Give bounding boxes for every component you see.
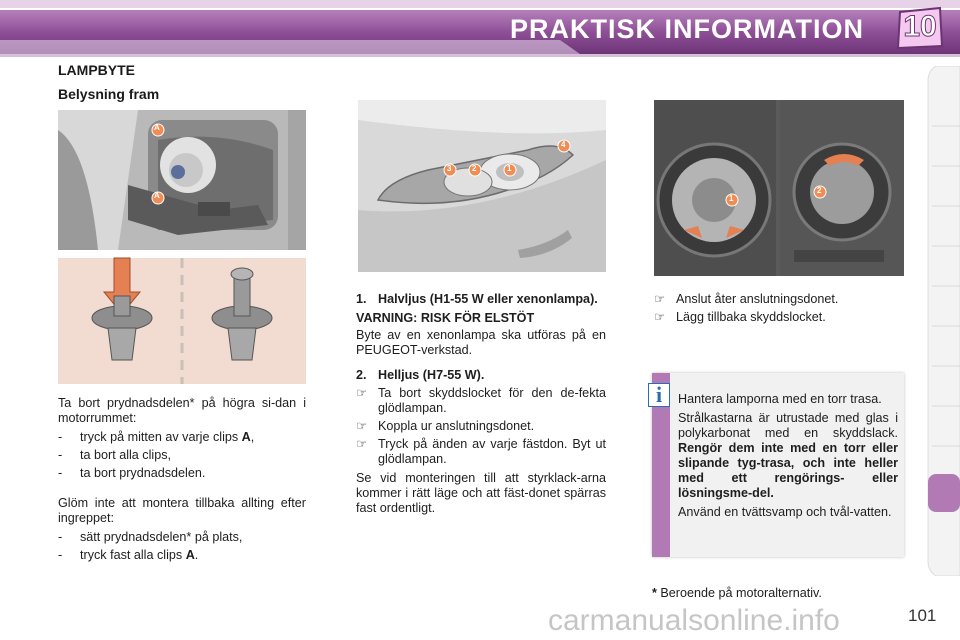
list-bold: A: [185, 548, 195, 562]
chapter-tabs-graphic: [926, 66, 960, 576]
pointer-icon: ☞: [356, 386, 368, 400]
engine-bay-drawing: [58, 110, 306, 250]
page-header: [0, 0, 960, 58]
label-a-bottom: A: [154, 191, 160, 200]
clips-drawing: [58, 252, 306, 384]
footnote-star: *: [652, 586, 657, 600]
list-item: [58, 548, 306, 563]
pointer-icon: ☞: [654, 292, 666, 306]
step-text: Tryck på änden av varje fästdon. Byt ut glödlampan.: [378, 437, 606, 466]
list-item: [58, 430, 306, 445]
info-p2-bold: Rengör dem inte med en torr eller slipande tyg-trasa, och inte heller med ett rengörings- eller lösningsme-del.: [678, 441, 898, 500]
step-item: [356, 419, 606, 434]
list-item: [58, 466, 306, 481]
right-steps: [654, 292, 906, 325]
list-bold: A: [241, 430, 251, 444]
list-text: ta bort alla clips,: [80, 448, 171, 462]
clips-illustration: [58, 252, 306, 384]
warning-text: Byte av en xenonlampa ska utföras på en PEUGEOT-verkstad.: [356, 328, 606, 357]
label-1: 1: [507, 164, 512, 173]
info-icon-glyph: i: [655, 382, 663, 407]
label-4: 4: [561, 140, 566, 149]
headlight-illustration: [358, 100, 606, 272]
list-item: [58, 448, 306, 463]
list-end: .: [194, 548, 199, 562]
chapter-number: 10: [903, 10, 937, 43]
bulb-illustration: [654, 100, 904, 276]
chapter-tabs: [926, 66, 960, 576]
label-2: 2: [472, 164, 477, 173]
item-title: Helljus (H7-55 W).: [378, 368, 485, 382]
list-text: tryck fast alla clips: [80, 548, 186, 562]
footnote-text: Beroende på motoralternativ.: [660, 586, 822, 600]
list-marker: -: [58, 548, 63, 562]
label-1: 1: [729, 194, 734, 203]
watermark: carmanualsonline.info: [548, 604, 840, 637]
list-text: sätt prydnadsdelen* på plats,: [80, 530, 243, 544]
section-subheading: Belysning fram: [58, 86, 160, 102]
engine-bay-illustration: [58, 110, 306, 250]
middle-text-block: [356, 292, 606, 520]
list-end: ,: [250, 430, 255, 444]
step-item: [654, 292, 906, 307]
step-item: [654, 310, 906, 325]
list-marker: -: [58, 466, 63, 480]
page-number: 101: [908, 606, 937, 625]
list-item: [58, 530, 306, 545]
left-outro: Glöm inte att montera tillbaka allting efter ingreppet:: [58, 496, 306, 525]
info-text-block: [678, 392, 898, 524]
warning-title: VARNING: RISK FÖR ELSTÖT: [356, 311, 535, 325]
step-text: Lägg tillbaka skyddslocket.: [676, 310, 826, 324]
bulb-drawing: [654, 100, 904, 276]
label-3: 3: [447, 164, 452, 173]
step-text: Ta bort skyddslocket för den de-fekta glödlampan.: [378, 386, 606, 415]
left-text-block: [58, 396, 306, 563]
info-icon: [648, 383, 670, 407]
list-text: tryck på mitten av varje clips: [80, 430, 242, 444]
closing-text: Se vid monteringen till att styrklack-arna kommer i rätt läge och att fäst-donet spärras fast ordentligt.: [356, 471, 606, 515]
section-heading: LAMPBYTE: [58, 62, 135, 78]
list-marker: -: [58, 448, 63, 462]
list-text: ta bort prydnadsdelen.: [80, 466, 206, 480]
list-marker: -: [58, 430, 63, 444]
list-marker: -: [58, 530, 63, 544]
label-2: 2: [817, 186, 822, 195]
step-item: [356, 437, 606, 467]
info-p3: Använd en tvättsvamp och tvål-vatten.: [678, 505, 892, 519]
step-item: [356, 386, 606, 416]
step-text: Anslut åter anslutningsdonet.: [676, 292, 839, 306]
pointer-icon: ☞: [356, 437, 368, 451]
step-text: Koppla ur anslutningsdonet.: [378, 419, 535, 433]
left-intro: Ta bort prydnadsdelen* på högra si-dan i motorrummet:: [58, 396, 306, 425]
page-title: PRAKTISK INFORMATION: [510, 14, 864, 44]
item-title: Halvljus (H1-55 W eller xenonlampa).: [378, 292, 598, 306]
headlight-drawing: [358, 100, 606, 272]
item-heading: [356, 368, 606, 383]
info-p1: Hantera lamporna med en torr trasa.: [678, 392, 882, 406]
pointer-icon: ☞: [654, 310, 666, 324]
footnote: [652, 586, 906, 601]
label-a-top: A: [154, 123, 160, 132]
info-p2: Strålkastarna är utrustade med glas i polykarbonat med en skyddslack.: [678, 411, 898, 440]
item-heading: [356, 292, 606, 307]
item-number: 1.: [356, 292, 367, 306]
item-number: 2.: [356, 368, 367, 382]
pointer-icon: ☞: [356, 419, 368, 433]
chapter-badge: [896, 6, 944, 50]
